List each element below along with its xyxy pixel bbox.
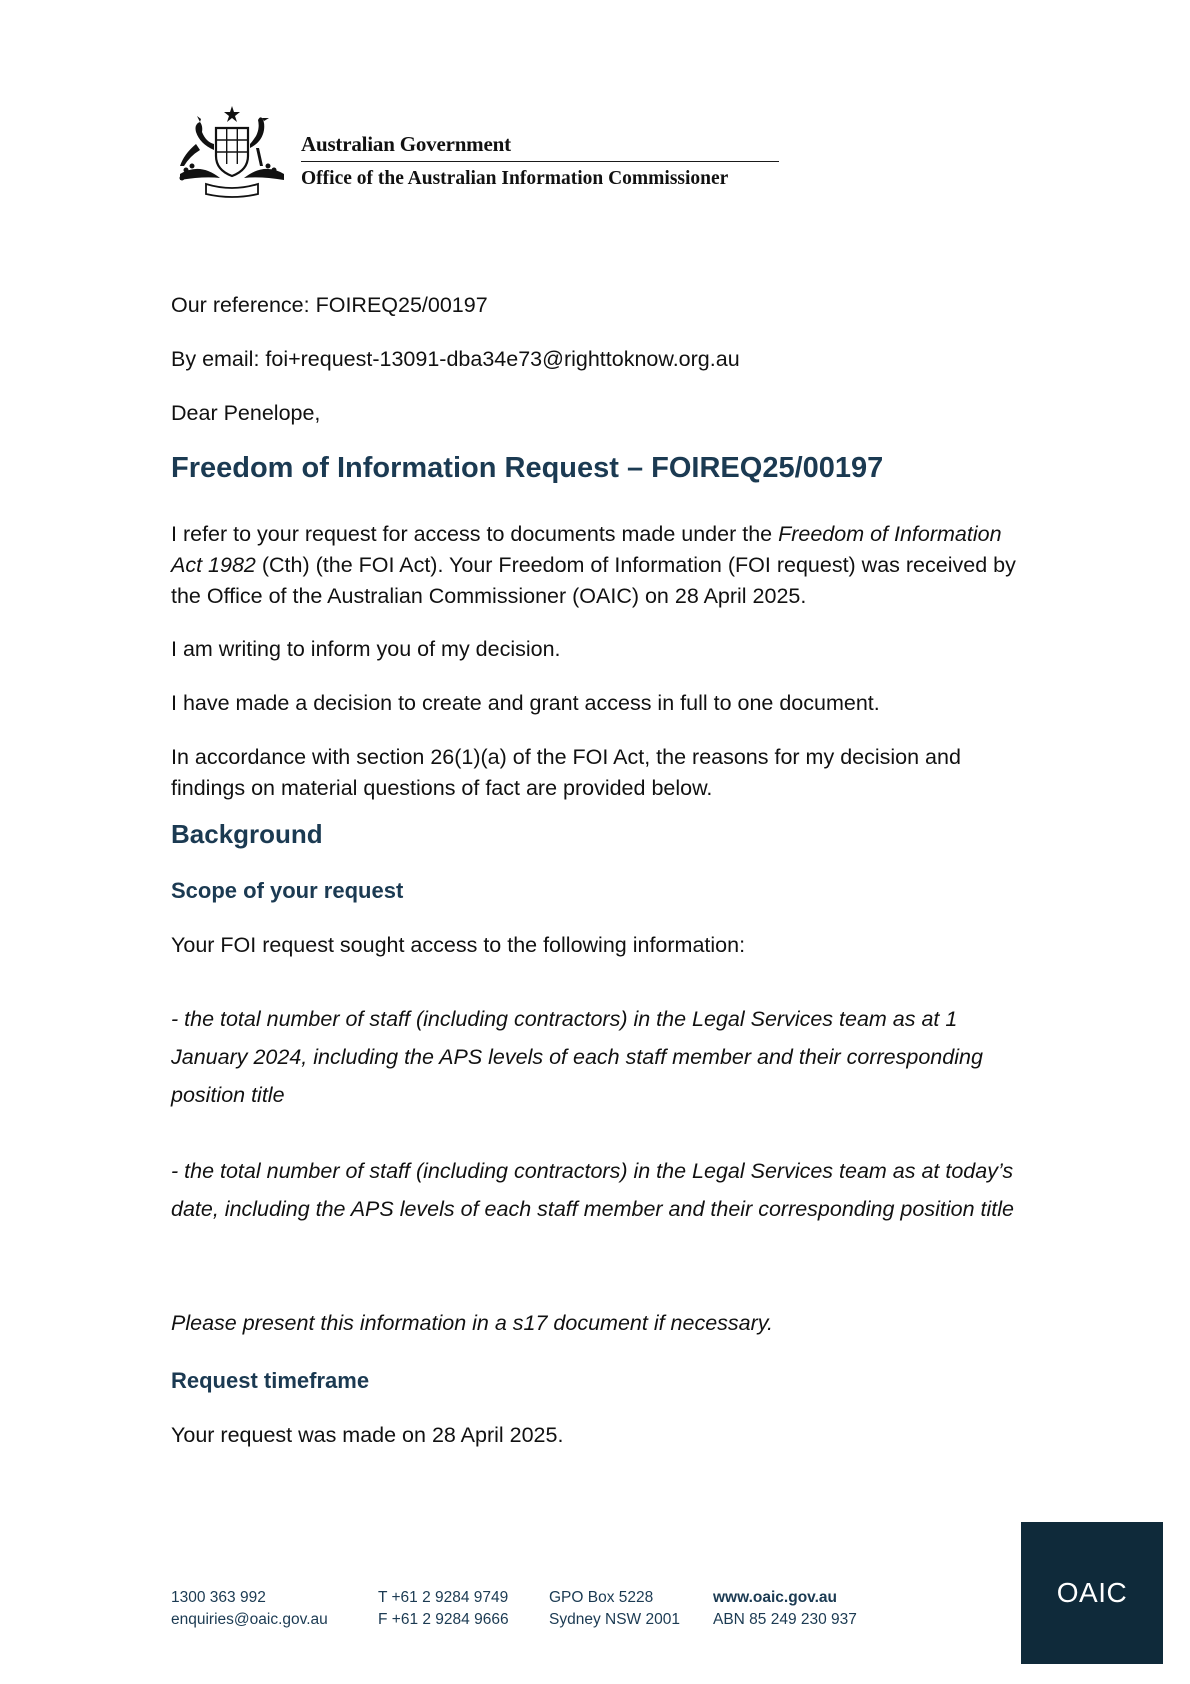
request-quote-1: - the total number of staff (including contractors) in the Legal Services team as at 1 January 2024, including the APS levels of each staff member and their corresponding position title [171, 1007, 983, 1107]
government-name: Australian Government [301, 132, 511, 156]
footer-fax: F +61 2 9284 9666 [378, 1611, 509, 1628]
scope-heading: Scope of your request [171, 878, 404, 903]
letter-title: Freedom of Information Request – FOIREQ25/00197 [171, 452, 884, 484]
footer-address [549, 1587, 680, 1631]
header-divider [301, 161, 779, 162]
paragraph-request-reference [171, 519, 1021, 612]
footer [171, 1587, 891, 1637]
oaic-logo: OAIC [1021, 1522, 1163, 1664]
footer-tel: T +61 2 9284 9749 [378, 1589, 509, 1606]
paragraph-text: I refer to your request for access to documents made under the [171, 522, 779, 546]
footer-contact [171, 1587, 328, 1631]
paragraph-sought: Your FOI request sought access to the following information: [171, 933, 746, 957]
act-name: Freedom of Information Act 1982 [171, 522, 1002, 577]
coat-of-arms-icon [170, 104, 294, 200]
footer-telephone [378, 1587, 509, 1631]
timeframe-heading: Request timeframe [171, 1368, 370, 1393]
request-quote-2: - the total number of staff (including contractors) in the Legal Services team as at today’s date, including the APS levels of each staff member and their corresponding position title [171, 1159, 1014, 1221]
background-heading: Background [171, 819, 323, 849]
footer-city: Sydney NSW 2001 [549, 1611, 680, 1628]
recipient-email: By email: foi+request-13091-dba34e73@righttoknow.org.au [171, 347, 740, 371]
paragraph-text: (Cth) (the FOI Act). Your Freedom of Information (FOI request) was received by the Office of the Australian Commissioner (OAIC) on 28 April 2025. [171, 553, 1016, 608]
paragraph-accordance: In accordance with section 26(1)(a) of the FOI Act, the reasons for my decision and findings on material questions of fact are provided below. [171, 745, 961, 800]
paragraph-inform: I am writing to inform you of my decision. [171, 637, 561, 661]
footer-enquiries-email[interactable]: enquiries@oaic.gov.au [171, 1611, 328, 1628]
footer-po-box: GPO Box 5228 [549, 1589, 654, 1606]
reference-number: Our reference: FOIREQ25/00197 [171, 293, 488, 317]
salutation: Dear Penelope, [171, 401, 321, 425]
paragraph-decision: I have made a decision to create and grant access in full to one document. [171, 691, 880, 715]
office-name: Office of the Australian Information Commissioner [301, 168, 729, 189]
request-quote-3: Please present this information in a s17 document if necessary. [171, 1311, 773, 1335]
footer-website-link[interactable]: www.oaic.gov.au [713, 1589, 838, 1606]
footer-phone: 1300 363 992 [171, 1589, 266, 1606]
footer-web [713, 1587, 857, 1631]
paragraph-request-date: Your request was made on 28 April 2025. [171, 1423, 564, 1447]
footer-abn: ABN 85 249 230 937 [713, 1611, 857, 1628]
letterhead [170, 104, 790, 200]
